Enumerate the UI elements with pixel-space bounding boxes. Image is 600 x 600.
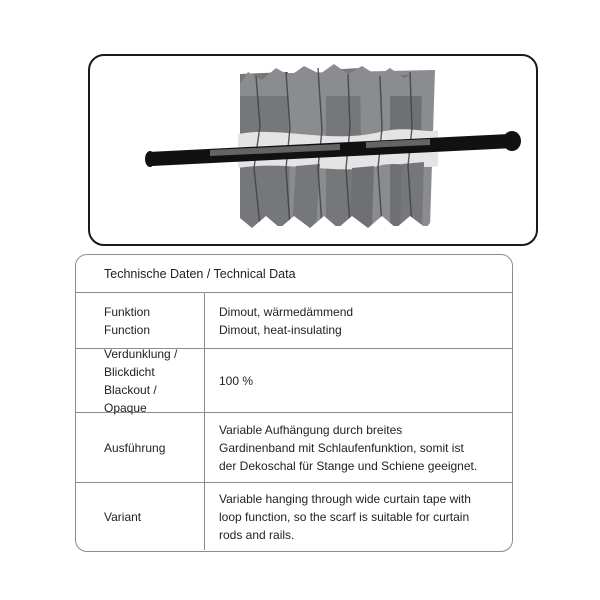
row-label-variant [76, 483, 205, 550]
illustration-panel [88, 54, 538, 246]
value-line: rods and rails. [219, 527, 295, 542]
row-value-blackout [205, 349, 512, 412]
value-line: der Dekoschal für Stange und Schiene geeignet. [219, 458, 478, 473]
label-line: Blickdicht [104, 364, 155, 379]
value-line: Variable hanging through wide curtain tape with [219, 491, 471, 506]
row-label-ausfuehrung [76, 413, 205, 482]
value-line: loop function, so the scarf is suitable for curtain [219, 509, 470, 524]
row-label-blackout [76, 346, 205, 415]
row-value-variant [205, 483, 512, 550]
table-row [76, 346, 512, 415]
value-line: Dimout, wärmedämmend [219, 304, 354, 319]
table-row [76, 413, 512, 483]
label-line: Function [104, 322, 151, 337]
value-line: Variable Aufhängung durch breites [219, 422, 403, 437]
table-row [76, 483, 512, 550]
table-row [76, 293, 512, 349]
label-line: Blackout / Opaque [104, 382, 157, 415]
row-value-function [205, 293, 512, 348]
label-line: Verdunklung / [104, 346, 178, 361]
technical-data-panel [75, 254, 513, 552]
technical-data-title: Technische Daten / Technical Data [76, 255, 512, 293]
label-line: Ausführung [104, 440, 166, 455]
technical-data-table [76, 293, 512, 550]
value-line: Gardinenband mit Schlaufenfunktion, somit ist [219, 440, 464, 455]
label-line: Funktion [104, 304, 151, 319]
label-line: Variant [104, 509, 142, 524]
row-value-ausfuehrung [205, 413, 512, 482]
value-line: Dimout, heat-insulating [219, 322, 342, 337]
value-line: 100 % [219, 373, 254, 388]
row-label-function [76, 293, 205, 348]
curtain-on-rod-illustration [90, 56, 536, 244]
